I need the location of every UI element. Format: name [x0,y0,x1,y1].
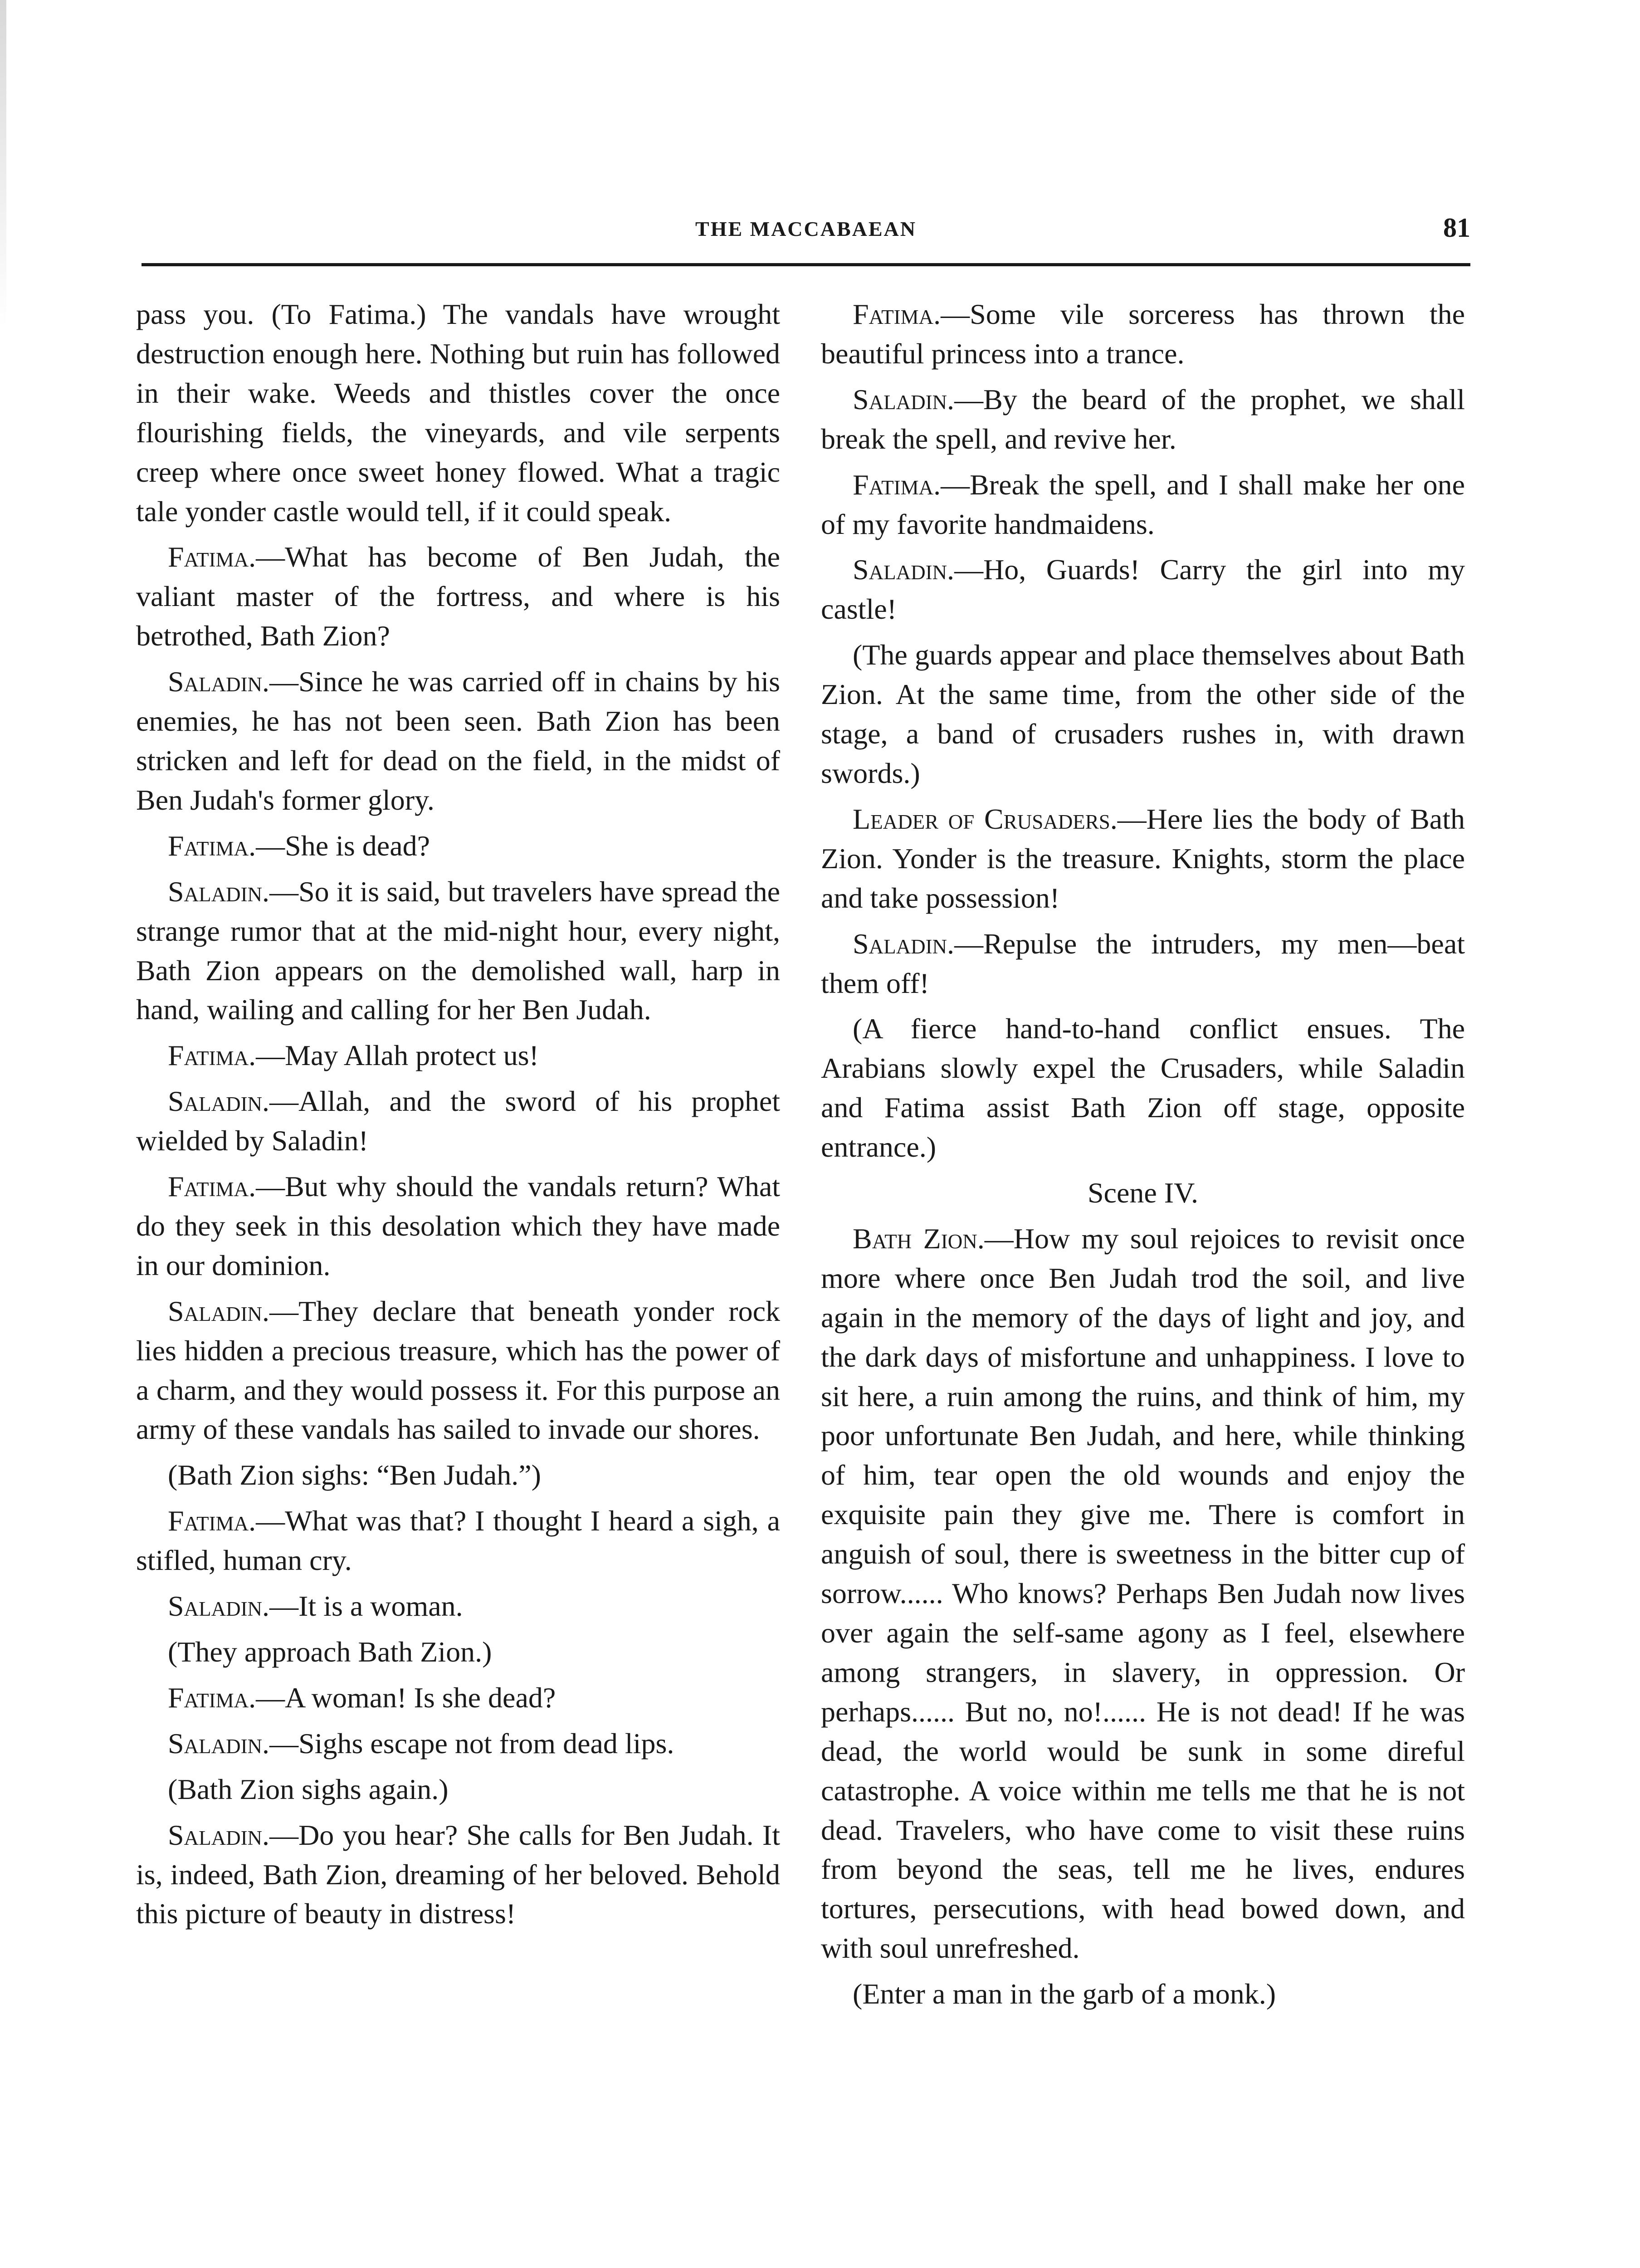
speaker-name: Saladin. [168,665,270,698]
speaker-name: Saladin. [853,553,955,586]
paragraph-text: —Break the spell, and I shall make her one of my favorite handmaidens. [821,468,1465,540]
speaker-name: Saladin. [168,1295,270,1327]
dialogue-paragraph [136,662,780,820]
stage-direction [136,1633,780,1672]
stage-direction [821,1975,1465,2014]
speaker-name: Saladin. [168,1727,270,1760]
speaker-name: Fatima. [168,1039,256,1072]
speaker-name: Saladin. [853,927,955,960]
paragraph-text: —How my soul rejoices to revisit once more where once Ben Judah trod the soil, and live again in the memory of the days of light and joy, and the dark days of misfortune and unhappiness. I love to sit here, a ruin among the ruins, and think of him, my poor unfortunate Ben Judah, and here, while thinking of him, tear open the old wounds and enjoy the exquisite pain they give me. There is comfort in anguish of soul, there is sweetness in the bitter cup of sorrow...... Who knows? Perhaps Ben Judah now lives over again the self-same agony as I feel, elsewhere among strangers, in slavery, in oppression. Or perhaps...... But no, no!...... He is not dead! If he was dead, the world would be sunk in some direful catastrophe. A voice within me tells me that he is not dead. Travelers, who have come to visit these ruins from beyond the seas, tell me he lives, endures tortures, persecutions, with head bowed down, and with soul unrefreshed. [821,1222,1465,1965]
paragraph-text: —So it is said, but travelers have spread the strange rumor that at the mid-night hour, every night, Bath Zion appears on the demolished wall, harp in hand, wailing and calling for her Ben Judah. [136,875,780,1026]
speaker-name: Fatima. [168,1170,256,1203]
dialogue-paragraph [136,1678,780,1718]
paragraph-text: (Bath Zion sighs: “Ben Judah.”) [168,1459,541,1491]
speaker-name: Fatima. [168,1681,256,1714]
stage-direction [136,1770,780,1809]
right-column [821,295,1465,2020]
page-edge-shadow [0,0,6,327]
dialogue-paragraph [821,800,1465,918]
paragraph-text: —May Allah protect us! [256,1039,539,1072]
page-header [142,213,1470,267]
paragraph-text: (A fierce hand-to-hand conflict ensues. The Arabians slowly expel the Crusaders, while Saladin and Fatima assist Bath Zion off stage, opposite entrance.) [821,1012,1465,1163]
speaker-name: Fatima. [168,829,256,862]
speaker-name: Saladin. [168,1818,270,1851]
dialogue-paragraph [136,1501,780,1580]
dialogue-paragraph [821,924,1465,1003]
dialogue-paragraph [821,465,1465,544]
paragraph-text: (Enter a man in the garb of a monk.) [853,1978,1276,2010]
speaker-name: Saladin. [168,1590,270,1623]
stage-direction [136,1456,780,1495]
dialogue-paragraph [136,826,780,866]
header-rule [142,263,1470,266]
dialogue-paragraph [136,1167,780,1286]
paragraph-text: —Here lies the body of Bath Zion. Yonder is the treasure. Knights, storm the place and take possession! [821,802,1465,914]
paragraph-text: —Some vile sorceress has thrown the beautiful princess into a trance. [821,298,1465,370]
speaker-name: Saladin. [168,1085,270,1118]
dialogue-paragraph [136,1587,780,1626]
dialogue-paragraph [821,1219,1465,1968]
dialogue-paragraph [136,1082,780,1161]
dialogue-paragraph [821,550,1465,629]
speaker-name: Bath Zion. [853,1222,985,1255]
speaker-name: Fatima. [168,541,256,573]
paragraph-text: (Bath Zion sighs again.) [168,1773,449,1805]
paragraph-text: —By the beard of the prophet, we shall break the spell, and revive her. [821,383,1465,455]
paragraph-text: (They approach Bath Zion.) [168,1636,492,1668]
running-head: THE MACCABAEAN [695,217,917,240]
stage-direction [821,1009,1465,1167]
paragraph-text: —What was that? I thought I heard a sigh, a stifled, human cry. [136,1505,780,1577]
paragraph-text: (The guards appear and place themselves about Bath Zion. At the same time, from the other side of the stage, a band of crusaders rushes in, with drawn swords.) [821,639,1465,789]
paragraph-text: pass you. (To Fatima.) The vandals have wrought destruction enough here. Nothing but ruin has followed in their wake. Weeds and thistles cover the once flourishing fields, the vineyards, and vile serpents creep where once sweet honey flowed. What a tragic tale yonder castle would tell, if it could speak. [136,298,780,528]
stage-direction [136,295,780,531]
dialogue-paragraph [136,1036,780,1075]
speaker-name: Fatima. [853,298,941,330]
paragraph-text: —Repulse the intruders, my men—beat them off! [821,927,1465,999]
paragraph-text: —But why should the vandals return? What do they seek in this desolation which they have made in our dominion. [136,1170,780,1281]
page-number: 81 [1443,213,1470,243]
paragraph-text: —It is a woman. [269,1590,463,1623]
speaker-name: Leader of Crusaders. [853,802,1118,835]
speaker-name: Fatima. [168,1505,256,1537]
speaker-name: Saladin. [853,383,955,415]
paragraph-text: —Since he was carried off in chains by his enemies, he has not been seen. Bath Zion has been stricken and left for dead on the field, in the midst of Ben Judah's former glory. [136,665,780,816]
paragraph-text: —She is dead? [256,829,430,862]
dialogue-paragraph [821,380,1465,459]
paragraph-text: —A woman! Is she dead? [256,1681,556,1714]
scene-heading: Scene IV. [1087,1177,1199,1209]
paragraph-text: —Do you hear? She calls for Ben Judah. It is, indeed, Bath Zion, dreaming of her beloved. Behold this picture of beauty in distress! [136,1818,780,1930]
speaker-name: Fatima. [853,468,941,501]
speaker-name: Saladin. [168,875,270,908]
paragraph-text: —They declare that beneath yonder rock lies hidden a precious treasure, which has the power of a charm, and they would possess it. For this purpose an army of these vandals has sailed to invade our shores. [136,1295,780,1446]
paragraph-text: —Sighs escape not from dead lips. [269,1727,674,1760]
paragraph-text: —What has become of Ben Judah, the valiant master of the fortress, and where is his betrothed, Bath Zion? [136,541,780,652]
paragraph-text: —Ho, Guards! Carry the girl into my castle! [821,553,1465,626]
dialogue-paragraph [136,872,780,1030]
stage-direction [821,635,1465,793]
paragraph-text: —Allah, and the sword of his prophet wielded by Saladin! [136,1085,780,1157]
dialogue-paragraph [136,1724,780,1764]
dialogue-paragraph [821,295,1465,374]
left-column [136,295,780,1940]
dialogue-paragraph [136,1292,780,1450]
dialogue-paragraph [136,538,780,656]
dialogue-paragraph [136,1816,780,1934]
